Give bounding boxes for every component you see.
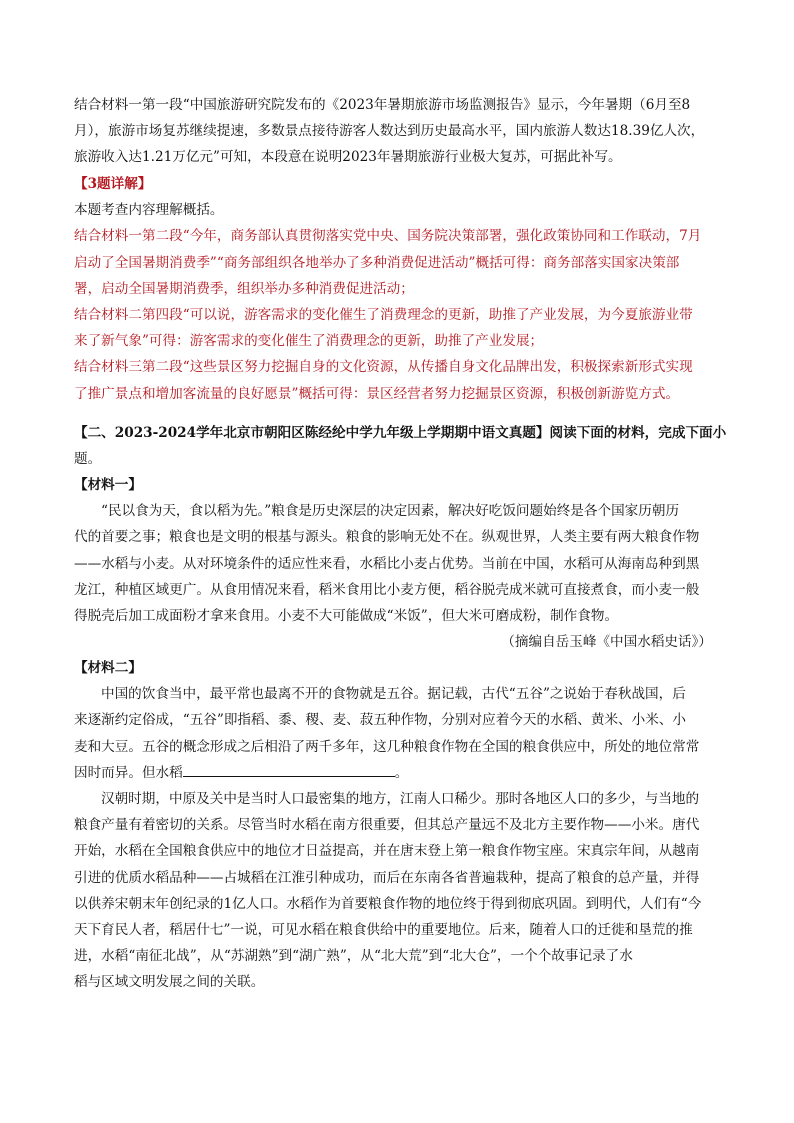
text-line: 天下育民人者，稻居什七”一说，可见水稻在粮食供给中的重要地位。后来，随着人口的迁徙和垦荒的推 — [74, 922, 693, 939]
text-line: 题。 — [74, 451, 102, 468]
text-line: 得脱壳后加工成面粉才拿来食用。小麦不大可能做成“米饭”，但大米可磨成粉，制作食物。 — [74, 608, 619, 625]
text-line: 代的首要之事；粮食也是文明的根基与源头。粮食的影响无处不在。纵观世界，人类主要有两大粮食作物 — [74, 529, 700, 546]
text-line: 结合材料二第四段“可以说，游客需求的变化催生了消费理念的更新，助推了产业发展，为今夏旅游业带 — [74, 307, 693, 324]
text-line: 进，水稻“南征北战”，从“苏湖熟”到“湖广熟”，从“北大荒”到“北大仓”，一个个故事记录了水 — [74, 948, 633, 965]
text-line: 旅游收入达1.21万亿元”可知，本段意在说明2023年暑期旅游行业极大复苏，可据此补写。 — [74, 149, 622, 166]
material1-source: （摘编自岳玉峰《中国水稻史话》） — [501, 634, 712, 651]
text-line: 来逐渐约定俗成，“五谷”即指稻、黍、稷、麦、菽五种作物，分别对应着今天的水稻、黄米、小米、小 — [74, 712, 687, 729]
text-line: “民以食为天，食以稻为先。”粮食是历史深层的决定因素，解决好吃饭问题始终是各个国家历朝历 — [101, 503, 680, 520]
text-line: 引进的优质水稻品种——占城稻在江淮引种成功，而后在东南各省普遍栽种，提高了粮食的总产量，并得 — [74, 869, 700, 886]
text-fragment: 。 — [394, 764, 409, 781]
section2-title — [74, 420, 727, 472]
material1-label: 【材料一】 — [74, 477, 142, 493]
text-line: 以供养宋朝末年创纪录的1亿人口。水稻作为首要粮食作物的地位终于得到彻底巩固。到明代，人们有“今 — [74, 895, 702, 912]
analysis-paragraph — [74, 92, 722, 171]
text-line: ——水稻与小麦。从对环境条件的适应性来看，水稻比小麦占优势。当前在中国，水稻可从海南岛种到黑 — [74, 555, 700, 572]
text-line: 稻与区域文明发展之间的关联。 — [74, 974, 265, 991]
text-line: 开始，水稻在全国粮食供应中的地位才日益提高，并在唐末登上第一粮食作物宝座。宋真宗年间，从越南 — [74, 843, 700, 860]
text-line: 汉朝时期，中原及关中是当时人口最密集的地方，江南人口稀少。那时各地区人口的多少，与当地的 — [101, 791, 700, 808]
material2 — [74, 655, 722, 996]
text-line: 了推广景点和增加客流量的良好愿景”概括可得：景区经营者努力挖掘景区资源，积极创新游览方式。 — [74, 385, 680, 402]
q3-heading: 【3题详解】 — [74, 176, 152, 192]
text-line: 结合材料一第一段“中国旅游研究院发布的《2023年暑期旅游市场监测报告》显示，今年暑期（6月至8 — [74, 97, 691, 113]
fill-in-blank[interactable] — [183, 762, 395, 777]
q3-intro: 本题考查内容理解概括。 — [74, 202, 224, 219]
text-line: 启动了全国暑期消费季”“商务部组织各地举办了多种消费促进活动”概括可得：商务部落实国家决策部 — [74, 254, 680, 271]
material1 — [74, 472, 722, 655]
text-fragment: 因时而异。但水稻 — [74, 764, 183, 781]
text-line: 署，启动全国暑期消费季，组织举办多种消费促进活动； — [74, 280, 414, 297]
text-line: 龙江，种植区域更广。从食用情况来看，稻米食用比小麦方便，稻谷脱壳成米就可直接煮食，而小麦一般 — [74, 581, 700, 598]
text-line: 月），旅游市场复苏继续提速，多数景点接待游客人数达到历史最高水平，国内旅游人数达18.39亿人次， — [74, 123, 705, 140]
text-line-with-blank — [74, 760, 722, 786]
material2-label: 【材料二】 — [74, 660, 142, 676]
text-line: 粮食产量有着密切的关系。尽管当时水稻在南方很重要，但其总产量远不及北方主要作物——小米。唐代 — [74, 817, 700, 834]
text-line: 【二、2023-2024学年北京市朝阳区陈经纶中学九年级上学期期中语文真题】阅读下面的材料，完成下面小 — [74, 425, 727, 441]
text-line: 麦和大豆。五谷的概念形成之后相沿了两千多年，这几种粮食作物在全国的粮食供应中，所处的地位常常 — [74, 738, 700, 755]
q3-section — [74, 171, 722, 407]
text-line: 结合材料一第二段“今年，商务部认真贯彻落实党中央、国务院决策部署，强化政策协同和工作联动，7月 — [74, 228, 702, 245]
text-line: 结合材料三第二段“这些景区努力挖掘自身的文化资源，从传播自身文化品牌出发，积极探索新形式实现 — [74, 359, 693, 376]
text-line: 中国的饮食当中，最平常也最离不开的食物就是五谷。据记载，古代“五谷”之说始于春秋战国，后 — [101, 686, 686, 703]
text-line: 来了新气象”可得：游客需求的变化催生了消费理念的更新，助推了产业发展； — [74, 333, 544, 350]
